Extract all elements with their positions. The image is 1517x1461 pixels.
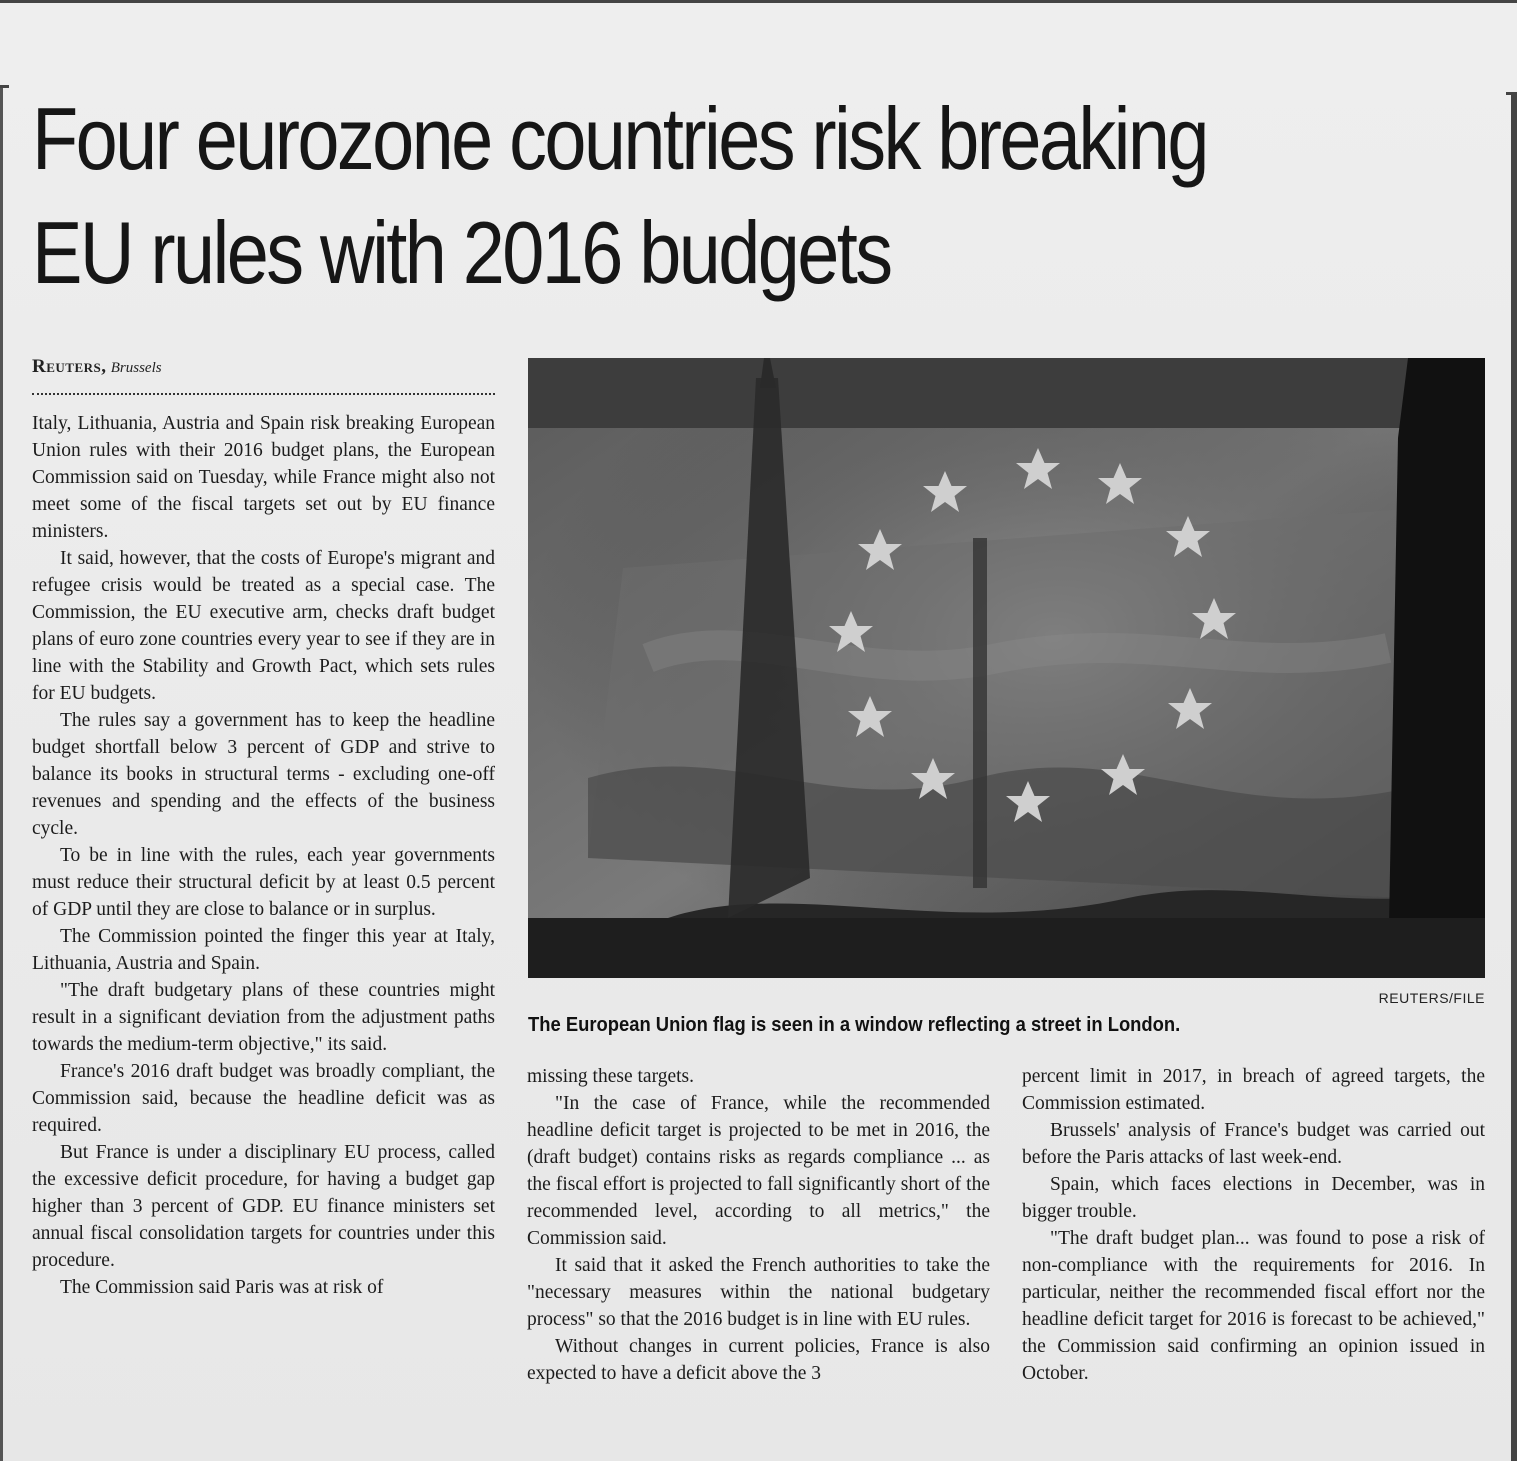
paragraph: Italy, Lithuania, Austria and Spain risk breaking European Union rules with their 2016 budget plans, the European Commission said on Tuesday, while France might also not meet some of the fiscal targets set out by EU finance ministers. bbox=[32, 413, 495, 542]
clipping-edge-top bbox=[0, 0, 1517, 3]
byline-divider bbox=[32, 393, 495, 395]
clipping-edge-right bbox=[1511, 92, 1517, 1461]
paragraph: France's 2016 draft budget was broadly compliant, the Commission said, because the headline deficit was as required. bbox=[32, 1061, 495, 1136]
byline-dateline: Brussels bbox=[110, 360, 162, 376]
photo-caption: The European Union flag is seen in a window reflecting a street in London. bbox=[528, 1014, 1181, 1036]
paragraph: "The draft budget plan... was found to pose a risk of non-compliance with the requirements for 2016. In particular, neither the recommended fiscal effort nor the headline deficit target for 2016 is forecast to be achieved," the Commission said confirming an opinion issued in October. bbox=[1022, 1228, 1485, 1384]
paragraph: The rules say a government has to keep the headline budget shortfall below 3 percent of GDP and strive to balance its books in structural terms - excluding one-off revenues and spending and the effects of the business cycle. bbox=[32, 710, 495, 839]
paragraph: Spain, which faces elections in December, was in bigger trouble. bbox=[1022, 1174, 1485, 1222]
byline-agency: Reuters, bbox=[32, 356, 107, 377]
paragraph: It said, however, that the costs of Europe's migrant and refugee crisis would be treated as a special case. The Commission, the EU executive arm, checks draft budget plans of euro zone countries every year to see if they are in line with the Stability and Growth Pact, which sets rules for EU budgets. bbox=[32, 548, 495, 704]
paragraph: But France is under a disciplinary EU process, called the excessive deficit procedure, for having a budget gap higher than 3 percent of GDP. EU finance ministers set annual fiscal consolidation targets for countries under this procedure. bbox=[32, 1142, 495, 1271]
paragraph: To be in line with the rules, each year governments must reduce their structural deficit by at least 0.5 percent of GDP until they are close to balance or in surplus. bbox=[32, 845, 495, 920]
paragraph: Brussels' analysis of France's budget was carried out before the Paris attacks of last week-end. bbox=[1022, 1120, 1485, 1168]
article-column-1 bbox=[32, 410, 495, 1440]
eu-flag-photo bbox=[528, 358, 1485, 978]
paragraph: missing these targets. bbox=[527, 1066, 694, 1087]
headline-line-2: EU rules with 2016 budgets bbox=[32, 203, 891, 302]
crop-mark-left bbox=[0, 85, 9, 88]
headline bbox=[32, 82, 1288, 310]
paragraph: "The draft budgetary plans of these countries might result in a significant deviation from the adjustment paths towards the medium-term objective," its said. bbox=[32, 980, 495, 1055]
article-column-3 bbox=[1022, 1063, 1485, 1443]
article-column-2 bbox=[527, 1063, 990, 1443]
flag-reflection-image bbox=[528, 358, 1485, 978]
headline-line-1: Four eurozone countries risk breaking bbox=[32, 89, 1207, 188]
paragraph: percent limit in 2017, in breach of agreed targets, the Commission estimated. bbox=[1022, 1066, 1485, 1114]
byline bbox=[32, 356, 162, 378]
paragraph: The Commission said Paris was at risk of bbox=[60, 1277, 384, 1298]
paragraph: "In the case of France, while the recommended headline deficit target is projected to be met in 2016, the (draft budget) contains risks as regards compliance ... as the fiscal effort is projected to fall significantly short of the recommended level, according to all metrics," the Commission said. bbox=[527, 1093, 990, 1249]
crop-mark-right bbox=[1506, 92, 1517, 95]
paragraph: The Commission pointed the finger this year at Italy, Lithuania, Austria and Spain. bbox=[32, 926, 495, 974]
paragraph: Without changes in current policies, France is also expected to have a deficit above the 3 bbox=[527, 1336, 990, 1384]
photo-credit: REUTERS/FILE bbox=[1378, 990, 1485, 1006]
clipping-edge-left bbox=[0, 85, 3, 1461]
paragraph: It said that it asked the French authorities to take the "necessary measures within the national budgetary process" so that the 2016 budget is in line with EU rules. bbox=[527, 1255, 990, 1330]
